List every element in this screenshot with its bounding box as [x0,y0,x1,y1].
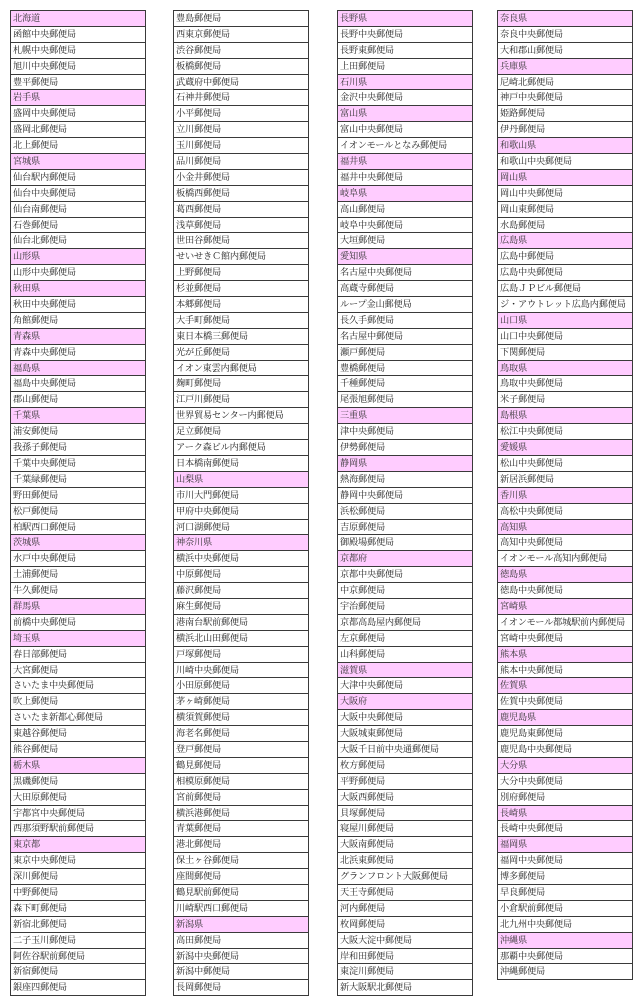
post-office-row: 登戸郵便局 [174,742,308,758]
post-office-row: 新居浜郵便局 [498,472,632,488]
post-office-row: 横浜中央郵便局 [174,551,308,567]
prefecture-header-row: 兵庫県 [498,59,632,75]
prefecture-header-row: 滋賀県 [338,663,472,679]
post-office-row: 新宿郵便局 [11,964,145,980]
prefecture-header-row: 秋田県 [11,281,145,297]
prefecture-header-row: 茨城県 [11,535,145,551]
prefecture-header-row: 山梨県 [174,472,308,488]
post-office-row: 玉川郵便局 [174,138,308,154]
post-office-row: 大分中央郵便局 [498,774,632,790]
post-office-row: 京都中央郵便局 [338,567,472,583]
post-office-row: 相模原郵便局 [174,774,308,790]
post-office-row: 宮前郵便局 [174,790,308,806]
post-office-list-column-4 [497,10,633,980]
prefecture-header-row: 青森県 [11,329,145,345]
post-office-row: 北九州中央郵便局 [498,917,632,933]
post-office-row: 豊橋郵便局 [338,361,472,377]
prefecture-header-row: 石川県 [338,75,472,91]
prefecture-header-row: 東京都 [11,837,145,853]
post-office-row: ジ・アウトレット広島内郵便局 [498,297,632,313]
post-office-row: 盛岡中央郵便局 [11,106,145,122]
post-office-row: 大宮郵便局 [11,663,145,679]
post-office-row: 横浜港郵便局 [174,806,308,822]
post-office-row: 長崎中央郵便局 [498,821,632,837]
post-office-row: 北上郵便局 [11,138,145,154]
post-office-row: 甲府中央郵便局 [174,504,308,520]
post-office-row: さいたま中央郵便局 [11,678,145,694]
post-office-row: 仙台南郵便局 [11,202,145,218]
post-office-row: 二子玉川郵便局 [11,933,145,949]
prefecture-header-row: 三重県 [338,408,472,424]
post-office-list-column-3 [337,10,473,996]
post-office-row: 河内郵便局 [338,901,472,917]
post-office-row: 上野郵便局 [174,265,308,281]
post-office-row: 広島ＪＰビル郵便局 [498,281,632,297]
post-office-row: 麹町郵便局 [174,376,308,392]
post-office-row: 福島中央郵便局 [11,376,145,392]
post-office-row: 中京郵便局 [338,583,472,599]
post-office-row: 熊本中央郵便局 [498,663,632,679]
post-office-row: 津中央郵便局 [338,424,472,440]
post-office-row: 野田郵便局 [11,488,145,504]
post-office-row: 鹿児島東郵便局 [498,726,632,742]
post-office-row: 尼崎北郵便局 [498,75,632,91]
post-office-row: 日本橋南郵便局 [174,456,308,472]
post-office-row: 小田原郵便局 [174,678,308,694]
post-office-row: 伊丹郵便局 [498,122,632,138]
post-office-row: 新潟中央郵便局 [174,949,308,965]
post-office-row: 大阪南郵便局 [338,837,472,853]
prefecture-header-row: 宮城県 [11,154,145,170]
post-office-row: 千種郵便局 [338,376,472,392]
post-office-row: 岡山中央郵便局 [498,186,632,202]
post-office-row: 札幌中央郵便局 [11,43,145,59]
post-office-row: 板橋郵便局 [174,59,308,75]
post-office-row: 岐阜中央郵便局 [338,218,472,234]
post-office-row: 茅ヶ崎郵便局 [174,694,308,710]
post-office-row: 新大阪駅北郵便局 [338,980,472,996]
post-office-row: 千葉中央郵便局 [11,456,145,472]
post-office-row: 金沢中央郵便局 [338,90,472,106]
post-office-row: 長野東郵便局 [338,43,472,59]
post-office-row: 千葉緑郵便局 [11,472,145,488]
post-office-row: 板橋西郵便局 [174,186,308,202]
post-office-row: 銀座四郵便局 [11,980,145,996]
post-office-row: 小倉駅前郵便局 [498,901,632,917]
post-office-row: 下関郵便局 [498,345,632,361]
post-office-row: 長野中央郵便局 [338,27,472,43]
prefecture-header-row: 大分県 [498,758,632,774]
post-office-row: イオン東雲内郵便局 [174,361,308,377]
post-office-row: 熊谷郵便局 [11,742,145,758]
post-office-row: 光が丘郵便局 [174,345,308,361]
post-office-row: 小金井郵便局 [174,170,308,186]
post-office-row: 京都高島屋内郵便局 [338,615,472,631]
post-office-row: 牛久郵便局 [11,583,145,599]
post-office-row: 新潟中郵便局 [174,964,308,980]
post-office-row: イオンモール高知内郵便局 [498,551,632,567]
post-office-row: 富山中央郵便局 [338,122,472,138]
post-office-row: 大和郡山郵便局 [498,43,632,59]
post-office-row: 宇都宮中央郵便局 [11,806,145,822]
post-office-row: 山形中央郵便局 [11,265,145,281]
prefecture-header-row: 宮崎県 [498,599,632,615]
prefecture-header-row: 富山県 [338,106,472,122]
post-office-row: 品川郵便局 [174,154,308,170]
prefecture-header-row: 神奈川県 [174,535,308,551]
post-office-row: さいたま新都心郵便局 [11,710,145,726]
prefecture-header-row: 高知県 [498,520,632,536]
post-office-row: 中原郵便局 [174,567,308,583]
post-office-row: 武蔵府中郵便局 [174,75,308,91]
post-office-row: 高蔵寺郵便局 [338,281,472,297]
post-office-row: 大阪大淀中郵便局 [338,933,472,949]
post-office-row: 御殿場郵便局 [338,535,472,551]
post-office-row: 足立郵便局 [174,424,308,440]
prefecture-header-row: 山形県 [11,249,145,265]
post-office-row: 鳥取中央郵便局 [498,376,632,392]
post-office-row: 天王寺郵便局 [338,885,472,901]
post-office-row: 水戸中央郵便局 [11,551,145,567]
post-office-row: 豊島郵便局 [174,11,308,27]
prefecture-header-row: 愛媛県 [498,440,632,456]
post-office-row: 左京郵便局 [338,631,472,647]
post-office-row: 山科郵便局 [338,647,472,663]
post-office-row: 高知中央郵便局 [498,535,632,551]
post-office-row: 鶴見駅前郵便局 [174,885,308,901]
post-office-row: 松山中央郵便局 [498,456,632,472]
prefecture-header-row: 山口県 [498,313,632,329]
post-office-row: 大阪城東郵便局 [338,726,472,742]
prefecture-header-row: 沖縄県 [498,933,632,949]
post-office-row: 黒磯郵便局 [11,774,145,790]
post-office-row: 立川郵便局 [174,122,308,138]
post-office-row: 春日部郵便局 [11,647,145,663]
post-office-row: 大田原郵便局 [11,790,145,806]
post-office-row: 石神井郵便局 [174,90,308,106]
post-office-row: 土浦郵便局 [11,567,145,583]
post-office-row: 松戸郵便局 [11,504,145,520]
prefecture-header-row: 群馬県 [11,599,145,615]
post-office-row: 那覇中央郵便局 [498,949,632,965]
post-office-row: 横須賀郵便局 [174,710,308,726]
post-office-row: 大阪中央郵便局 [338,710,472,726]
post-office-row: 川崎中央郵便局 [174,663,308,679]
post-office-row: 奈良中央郵便局 [498,27,632,43]
post-office-row: 大津中央郵便局 [338,678,472,694]
post-office-row: 青森中央郵便局 [11,345,145,361]
post-office-row: 福岡中央郵便局 [498,853,632,869]
post-office-row: 世田谷郵便局 [174,233,308,249]
post-office-row: 柏駅西口郵便局 [11,520,145,536]
post-office-row: 岡山東郵便局 [498,202,632,218]
post-office-row: 高松中央郵便局 [498,504,632,520]
post-office-row: 深川郵便局 [11,869,145,885]
post-office-row: 函館中央郵便局 [11,27,145,43]
prefecture-header-row: 広島県 [498,233,632,249]
prefecture-header-row: 岐阜県 [338,186,472,202]
prefecture-header-row: 徳島県 [498,567,632,583]
prefecture-header-row: 福岡県 [498,837,632,853]
post-office-row: 寝屋川郵便局 [338,821,472,837]
prefecture-header-row: 栃木県 [11,758,145,774]
prefecture-header-row: 新潟県 [174,917,308,933]
post-office-row: 市川大門郵便局 [174,488,308,504]
post-office-row: 西那須野駅前郵便局 [11,821,145,837]
post-office-row: 角館郵便局 [11,313,145,329]
post-office-row: 旭川中央郵便局 [11,59,145,75]
post-office-row: 江戸川郵便局 [174,392,308,408]
post-office-row: 浦安郵便局 [11,424,145,440]
prefecture-header-row: 千葉県 [11,408,145,424]
post-office-row: 博多郵便局 [498,869,632,885]
prefecture-header-row: 長野県 [338,11,472,27]
post-office-row: 長岡郵便局 [174,980,308,996]
prefecture-header-row: 佐賀県 [498,678,632,694]
post-office-row: 仙台駅内郵便局 [11,170,145,186]
post-office-row: 港南台駅前郵便局 [174,615,308,631]
post-office-row: 戸塚郵便局 [174,647,308,663]
post-office-row: 保土ヶ谷郵便局 [174,853,308,869]
post-office-list-column-1 [10,10,146,996]
prefecture-header-row: 埼玉県 [11,631,145,647]
post-office-row: 港北郵便局 [174,837,308,853]
post-office-row: 前橋中央郵便局 [11,615,145,631]
post-office-row: 早良郵便局 [498,885,632,901]
post-office-row: 杉並郵便局 [174,281,308,297]
post-office-row: 高田郵便局 [174,933,308,949]
prefecture-header-row: 岡山県 [498,170,632,186]
post-office-row: 長久手郵便局 [338,313,472,329]
post-office-row: 大手町郵便局 [174,313,308,329]
post-office-row: 浜松郵便局 [338,504,472,520]
post-office-row: 麻生郵便局 [174,599,308,615]
post-office-row: 渋谷郵便局 [174,43,308,59]
post-office-row: 熱海郵便局 [338,472,472,488]
post-office-row: 中野郵便局 [11,885,145,901]
post-office-row: 佐賀中央郵便局 [498,694,632,710]
post-office-row: 名古屋中央郵便局 [338,265,472,281]
post-office-row: 名古屋中郵便局 [338,329,472,345]
prefecture-header-row: 愛知県 [338,249,472,265]
post-office-row: 森下町郵便局 [11,901,145,917]
post-office-row: 盛岡北郵便局 [11,122,145,138]
post-office-row: 東京中央郵便局 [11,853,145,869]
post-office-row: イオンモールとなみ郵便局 [338,138,472,154]
post-office-row: 横浜北山田郵便局 [174,631,308,647]
post-office-row: 宇治郵便局 [338,599,472,615]
post-office-row: 広島中郵便局 [498,249,632,265]
post-office-row: 和歌山中央郵便局 [498,154,632,170]
post-office-row: 姫路郵便局 [498,106,632,122]
post-office-row: 福井中央郵便局 [338,170,472,186]
post-office-row: 宮崎中央郵便局 [498,631,632,647]
post-office-row: 徳島中央郵便局 [498,583,632,599]
post-office-row: 大阪西郵便局 [338,790,472,806]
post-office-row: 世界貿易センター内郵便局 [174,408,308,424]
prefecture-header-row: 福島県 [11,361,145,377]
post-office-row: 米子郵便局 [498,392,632,408]
post-office-row: 川崎駅西口郵便局 [174,901,308,917]
post-office-row: 我孫子郵便局 [11,440,145,456]
post-office-row: 海老名郵便局 [174,726,308,742]
post-office-row: グランフロント大阪郵便局 [338,869,472,885]
post-office-row: 沖縄郵便局 [498,964,632,980]
post-office-row: ループ金山郵便局 [338,297,472,313]
post-office-row: 東淀川郵便局 [338,964,472,980]
post-office-row: 貝塚郵便局 [338,806,472,822]
prefecture-header-row: 香川県 [498,488,632,504]
post-office-row: 吉原郵便局 [338,520,472,536]
post-office-row: 大垣郵便局 [338,233,472,249]
prefecture-header-row: 北海道 [11,11,145,27]
prefecture-header-row: 静岡県 [338,456,472,472]
post-office-row: 東越谷郵便局 [11,726,145,742]
post-office-list-column-2 [173,10,309,996]
post-office-row: イオンモール都城駅前内郵便局 [498,615,632,631]
prefecture-header-row: 鳥取県 [498,361,632,377]
post-office-row: 鹿児島中央郵便局 [498,742,632,758]
post-office-row: 阿佐谷駅前郵便局 [11,949,145,965]
post-office-row: 大阪千日前中央通郵便局 [338,742,472,758]
post-office-row: 藤沢郵便局 [174,583,308,599]
post-office-row: 鶴見郵便局 [174,758,308,774]
prefecture-header-row: 熊本県 [498,647,632,663]
post-office-row: 秋田中央郵便局 [11,297,145,313]
post-office-row: 松江中央郵便局 [498,424,632,440]
post-office-row: 仙台北郵便局 [11,233,145,249]
post-office-row: 伊勢郵便局 [338,440,472,456]
post-office-row: 郡山郵便局 [11,392,145,408]
post-office-row: 瀬戸郵便局 [338,345,472,361]
post-office-row: 石巻郵便局 [11,218,145,234]
prefecture-header-row: 長崎県 [498,806,632,822]
post-office-row: 高山郵便局 [338,202,472,218]
post-office-row: 枚方郵便局 [338,758,472,774]
post-office-row: 北浜東郵便局 [338,853,472,869]
post-office-row: 神戸中央郵便局 [498,90,632,106]
post-office-row: 静岡中央郵便局 [338,488,472,504]
post-office-row: 青葉郵便局 [174,821,308,837]
post-office-row: 本郷郵便局 [174,297,308,313]
post-office-row: 新宿北郵便局 [11,917,145,933]
post-office-row: 上田郵便局 [338,59,472,75]
post-office-row: 葛西郵便局 [174,202,308,218]
post-office-row: 平野郵便局 [338,774,472,790]
post-office-row: 枚岡郵便局 [338,917,472,933]
post-office-row: 山口中央郵便局 [498,329,632,345]
post-office-row: 小平郵便局 [174,106,308,122]
prefecture-header-row: 島根県 [498,408,632,424]
post-office-row: 浅草郵便局 [174,218,308,234]
prefecture-header-row: 京都府 [338,551,472,567]
post-office-row: 西東京郵便局 [174,27,308,43]
post-office-row: 東日本橋三郵便局 [174,329,308,345]
prefecture-header-row: 鹿児島県 [498,710,632,726]
post-office-row: 広島中央郵便局 [498,265,632,281]
prefecture-header-row: 奈良県 [498,11,632,27]
post-office-row: 座間郵便局 [174,869,308,885]
post-office-row: アーク森ビル内郵便局 [174,440,308,456]
post-office-row: 仙台中央郵便局 [11,186,145,202]
post-office-row: 豊平郵便局 [11,75,145,91]
prefecture-header-row: 和歌山県 [498,138,632,154]
prefecture-header-row: 大阪府 [338,694,472,710]
prefecture-header-row: 福井県 [338,154,472,170]
post-office-row: 別府郵便局 [498,790,632,806]
post-office-row: 岸和田郵便局 [338,949,472,965]
prefecture-header-row: 岩手県 [11,90,145,106]
post-office-row: 尾張旭郵便局 [338,392,472,408]
post-office-row: せいせきＣ館内郵便局 [174,249,308,265]
post-office-row: 吹上郵便局 [11,694,145,710]
post-office-row: 水島郵便局 [498,218,632,234]
post-office-row: 河口湖郵便局 [174,520,308,536]
